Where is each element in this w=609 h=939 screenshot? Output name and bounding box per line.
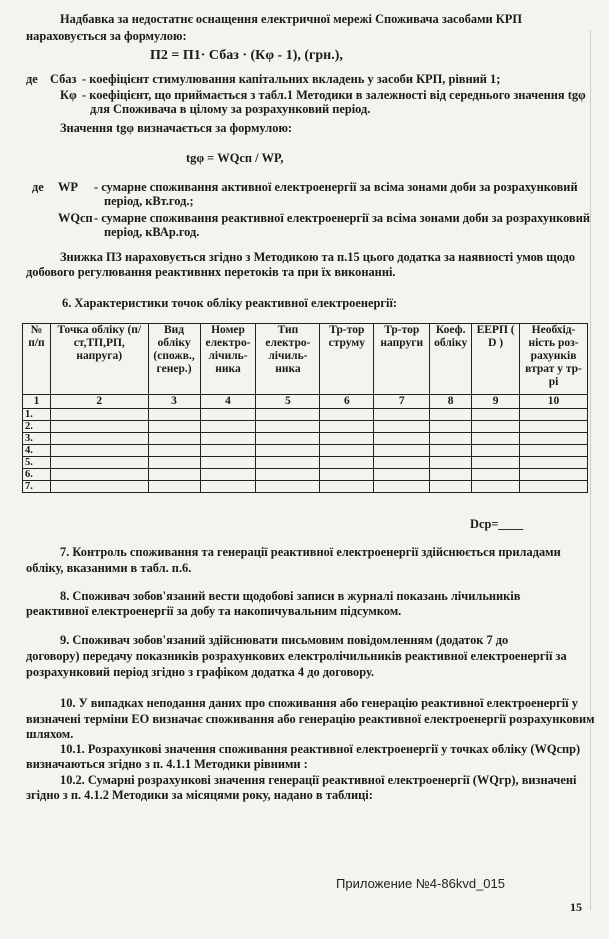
table-row <box>23 445 588 457</box>
table-cell[interactable] <box>320 457 374 469</box>
table-cell[interactable] <box>472 457 520 469</box>
row-number: 5. <box>23 457 51 469</box>
tg-intro: Значення tgφ визначається за формулою: <box>60 121 293 135</box>
table-cell[interactable] <box>256 481 320 493</box>
table-cell[interactable] <box>148 433 200 445</box>
table-header-row <box>23 324 588 395</box>
column-number: 4 <box>200 395 256 409</box>
column-number: 7 <box>374 395 430 409</box>
table-cell[interactable] <box>320 469 374 481</box>
table-cell[interactable] <box>430 409 472 421</box>
table-header: № п/п <box>23 324 51 395</box>
table-row <box>23 409 588 421</box>
item-10-line-1: 10. У випадках неподання даних про споживання або генерацію реактивної електроенергії у <box>60 696 578 710</box>
def-kf-text-2: для Споживача в цілому за розрахунковий період. <box>90 102 371 116</box>
table-cell[interactable] <box>50 445 148 457</box>
table-cell[interactable] <box>320 445 374 457</box>
table-cell[interactable] <box>50 469 148 481</box>
table-header: Номер електро-лічиль-ника <box>200 324 256 395</box>
def-wp-label: WP <box>58 180 78 194</box>
table-row <box>23 481 588 493</box>
item-9-line-1: 9. Споживач зобов'язаний здійснювати письмовим повідомленням (додаток 7 до <box>60 633 509 647</box>
def-cbaz-text: - коефіцієнт стимулювання капітальних вкладень у засоби КРП, рівний 1; <box>82 72 501 86</box>
table-cell[interactable] <box>200 457 256 469</box>
table-cell[interactable] <box>256 469 320 481</box>
table-row <box>23 457 588 469</box>
table-cell[interactable] <box>148 469 200 481</box>
table-cell[interactable] <box>374 445 430 457</box>
table-cell[interactable] <box>374 409 430 421</box>
table-cell[interactable] <box>320 421 374 433</box>
table-cell[interactable] <box>200 421 256 433</box>
item-9-line-3: розрахунковий період згідно з графіком додатка 4 до договору. <box>26 665 375 679</box>
def-wp-text-2: період, кВт.год.; <box>104 194 194 208</box>
table-row <box>23 421 588 433</box>
table-cell[interactable] <box>320 481 374 493</box>
row-number: 6. <box>23 469 51 481</box>
def2-de: де <box>32 180 44 194</box>
item-10-1-line-1: 10.1. Розрахункові значення споживання реактивної електроенергії у точках обліку (WQспр) <box>60 742 581 756</box>
table-cell[interactable] <box>520 421 588 433</box>
row-number: 1. <box>23 409 51 421</box>
table-cell[interactable] <box>374 433 430 445</box>
table-cell[interactable] <box>256 409 320 421</box>
table-cell[interactable] <box>50 457 148 469</box>
row-number: 3. <box>23 433 51 445</box>
table-cell[interactable] <box>520 409 588 421</box>
table-cell[interactable] <box>148 409 200 421</box>
row-number: 4. <box>23 445 51 457</box>
table-cell[interactable] <box>374 469 430 481</box>
table-cell[interactable] <box>520 469 588 481</box>
table-header: Точка обліку (п/ст,ТП,РП, напруга) <box>50 324 148 395</box>
meter-characteristics-table <box>22 323 588 493</box>
table-cell[interactable] <box>520 457 588 469</box>
table-cell[interactable] <box>472 433 520 445</box>
item-10-2-line-1: 10.2. Сумарні розрахункові значення генерації реактивної електроенергії (WQгр), визначені <box>60 773 577 787</box>
table-cell[interactable] <box>50 433 148 445</box>
table-column-numbers-row <box>23 395 588 409</box>
column-number: 1 <box>23 395 51 409</box>
table-cell[interactable] <box>472 421 520 433</box>
table-cell[interactable] <box>256 433 320 445</box>
row-number: 7. <box>23 481 51 493</box>
table-cell[interactable] <box>430 445 472 457</box>
table-cell[interactable] <box>200 433 256 445</box>
table-cell[interactable] <box>374 457 430 469</box>
table-cell[interactable] <box>520 433 588 445</box>
section-6-title: 6. Характеристики точок обліку реактивної електроенергії: <box>62 296 398 310</box>
table-cell[interactable] <box>256 421 320 433</box>
def-wq-label: WQсп <box>58 211 93 225</box>
table-header: ЕЕРП ( D ) <box>472 324 520 395</box>
table-row <box>23 469 588 481</box>
item-10-line-3: шляхом. <box>26 727 74 741</box>
table-row <box>23 433 588 445</box>
table-cell[interactable] <box>50 409 148 421</box>
def-wp-text-1: - сумарне споживання активної електроенергії за всіма зонами доби за розрахунковий <box>94 180 578 194</box>
table-header: Вид обліку (спожв., генер.) <box>148 324 200 395</box>
def-kf-text-1: - коефіцієнт, що приймається з табл.1 Методики в залежності від середнього значення tgφ <box>82 88 586 102</box>
item-8-line-1: 8. Споживач зобов'язаний вести щодобові записи в журналі показань лічильників <box>60 589 521 603</box>
column-number: 6 <box>320 395 374 409</box>
table-cell[interactable] <box>50 421 148 433</box>
item-7-line-1: 7. Контроль споживання та генерації реактивної електроенергії здійснюється приладами <box>60 545 561 559</box>
item-10-line-2: визначені терміни ЕО визначає споживання або генерацію реактивної електроенергії розрахунковим <box>26 712 595 726</box>
table-cell[interactable] <box>430 469 472 481</box>
table-cell[interactable] <box>256 457 320 469</box>
table-cell[interactable] <box>50 481 148 493</box>
table-header: Тр-тор напруги <box>374 324 430 395</box>
formula-tg: tgφ = WQсп / WP, <box>186 151 284 165</box>
table-cell[interactable] <box>430 481 472 493</box>
table-cell[interactable] <box>200 445 256 457</box>
footer-note: Приложение №4-86kvd_015 <box>336 876 505 891</box>
item-10-1-line-2: визначаються згідно з п. 4.1.1 Методики рівними : <box>26 757 308 771</box>
table-cell[interactable] <box>200 481 256 493</box>
table-cell[interactable] <box>472 469 520 481</box>
column-number: 9 <box>472 395 520 409</box>
table-cell[interactable] <box>430 457 472 469</box>
column-number: 3 <box>148 395 200 409</box>
formula-p2: П2 = П1· Сбаз · (Кφ - 1), (грн.), <box>150 48 343 63</box>
row-number: 2. <box>23 421 51 433</box>
page-number: 15 <box>570 900 582 914</box>
margin-bleed <box>590 30 609 910</box>
def-cbaz-label: Сбаз <box>50 72 77 86</box>
item-10-2-line-2: згідно з п. 4.1.2 Методики за місяцями року, надано в таблиці: <box>26 788 373 802</box>
intro-line-2: нараховується за формулою: <box>26 29 187 43</box>
column-number: 10 <box>520 395 588 409</box>
table-cell[interactable] <box>148 421 200 433</box>
table-cell[interactable] <box>320 433 374 445</box>
table-cell[interactable] <box>430 433 472 445</box>
column-number: 2 <box>50 395 148 409</box>
item-9-line-2: договору) передачу показників розрахункових електролічильників реактивної електроенергії за <box>26 649 567 663</box>
column-number: 5 <box>256 395 320 409</box>
table-cell[interactable] <box>256 445 320 457</box>
item-7-line-2: обліку, вказаними в табл. п.6. <box>26 561 192 575</box>
table-cell[interactable] <box>520 445 588 457</box>
table-cell[interactable] <box>148 445 200 457</box>
table-cell[interactable] <box>472 481 520 493</box>
dsr-field[interactable]: Dср=____ <box>470 517 524 531</box>
p3-line-1: Знижка П3 нараховується згідно з Методикою та п.15 цього додатка за наявності умов щодо <box>60 250 576 264</box>
item-8-line-2: реактивної електроенергії за добу та накопичувальним підсумком. <box>26 604 402 618</box>
intro-line-1: Надбавка за недостатнє оснащення електричної мережі Споживача засобами КРП <box>60 12 522 26</box>
def-de: де <box>26 72 38 86</box>
table-cell[interactable] <box>148 457 200 469</box>
table-header: Тр-тор струму <box>320 324 374 395</box>
table-cell[interactable] <box>200 469 256 481</box>
table-cell[interactable] <box>374 481 430 493</box>
table-cell[interactable] <box>374 421 430 433</box>
table-cell[interactable] <box>148 481 200 493</box>
table-cell[interactable] <box>430 421 472 433</box>
table-cell[interactable] <box>320 409 374 421</box>
table-cell[interactable] <box>520 481 588 493</box>
column-number: 8 <box>430 395 472 409</box>
p3-line-2: добового регулювання реактивних перетоків та при їх виконанні. <box>26 265 396 279</box>
def-wq-text-2: період, кВАр.год. <box>104 225 200 239</box>
table-header: Коеф. обліку <box>430 324 472 395</box>
def-wq-text-1: - сумарне споживання реактивної електроенергії за всіма зонами доби за розрахунковий <box>94 211 590 225</box>
table-cell[interactable] <box>200 409 256 421</box>
table-cell[interactable] <box>472 445 520 457</box>
table-header: Тип електро-лічиль-ника <box>256 324 320 395</box>
def-kf-label: Кφ <box>60 88 77 102</box>
table-header: Необхід-ність роз-рахунків втрат у тр-рі <box>520 324 588 395</box>
table-cell[interactable] <box>472 409 520 421</box>
